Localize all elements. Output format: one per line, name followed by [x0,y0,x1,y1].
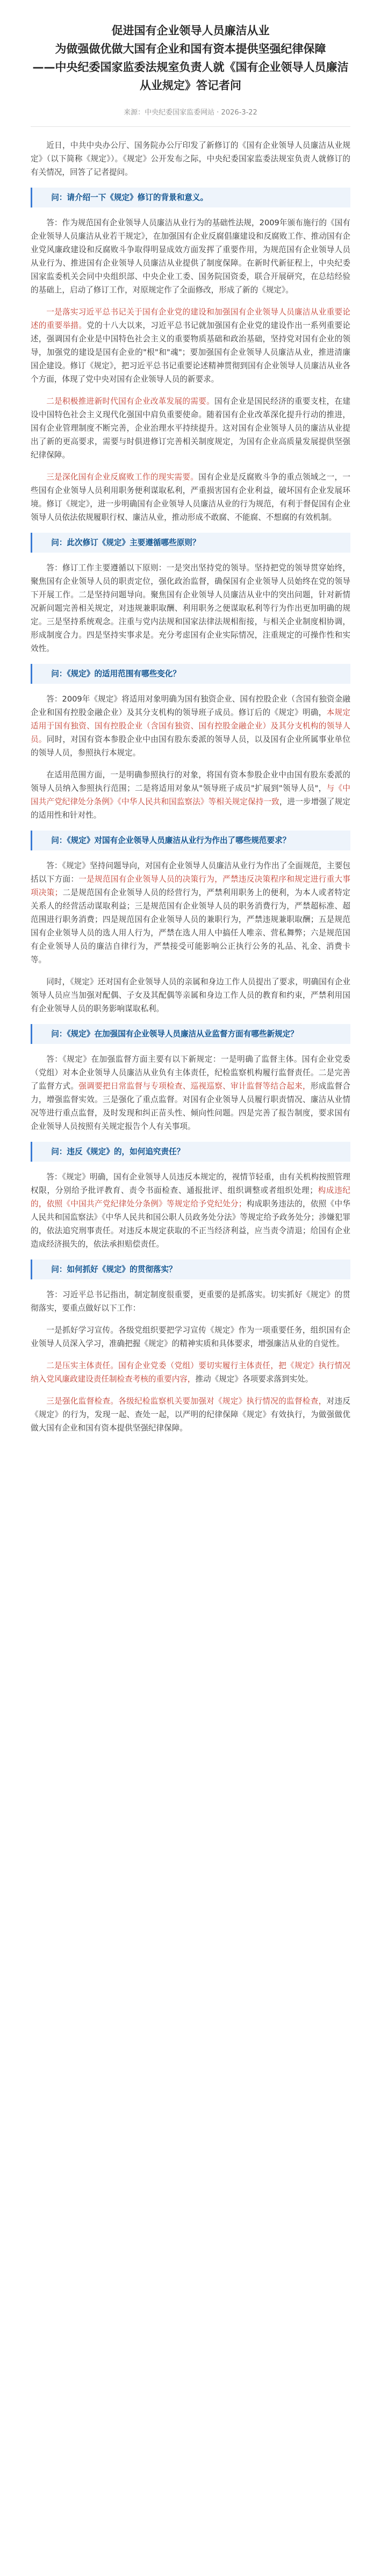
answer-text: 答：习近平总书记指出，制定制度很重要，更重要的是抓落实。切实抓好《规定》的贯彻落实，要重点做好以下工作： [31,1290,350,1313]
answer-text: 答：修订工作主要遵循以下原则：一是突出坚持党的领导。坚持把党的领导贯穿始终，聚焦国有企业领导人员的职责定位，强化政治监督，确保国有企业领导人员始终在党的领导下开展工作。二是坚持问题导向。聚焦国有企业领导人员廉洁从业中的突出问题，针对新情况新问题完善相关规定，对违规兼职取酬、利用职务之便谋取私利等行为作出更加明确的规定。三是坚持系统观念。注重与党内法规和国家法律法规相衔接，与相关企业制度相协调，形成制度合力。四是坚持实事求是。充分考虑国有企业实际情况，注重规定的可操作性和实效性。 [31,563,350,653]
answer-text: 一是抓好学习宣传。各级党组织要把学习宣传《规定》作为一项重要任务，组织国有企业领导人员深入学习，准确把握《规定》的精神实质和具体要求，增强廉洁从业的自觉性。 [31,1326,350,1348]
answer-paragraph [31,1053,350,1133]
question-heading: 问：《规定》对国有企业领导人员廉洁从业行为作出了哪些规范要求？ [31,831,350,850]
answer-paragraph [31,395,350,462]
question-heading: 问：此次修订《规定》主要遵循哪些原则？ [31,533,350,553]
answer-text: 答：作为规范国有企业领导人员廉洁从业行为的基础性法规，2009年颁布施行的《国有企业领导人员廉洁从业若干规定》，在加强国有企业反腐倡廉建设和反腐败工作、推动国有企业党风廉政建设和反腐败斗争取得明显成效方面发挥了重要作用，为规范国有企业领导人员从业行为、推进国有企业领导人员廉洁从业提供了制度保障。在新时代新征程上，中央纪委国家监委机关会同中央组织部、中央企业工委、国务院国资委，联合开展研究，在总结经验的基础上，启动了修订工作，对原规定作了全面修改，形成了新的《规定》。 [31,218,350,295]
answer-paragraph [31,1394,350,1435]
answer-paragraph [31,768,350,822]
answer-text: 同时，对国有资本参股企业中由国有股东委派的领导人员，以及国有企业所属事业单位的领导人员，参照执行本规定。 [31,735,350,757]
answer-text: 在适用范围方面，一是明确参照执行的对象，将国有资本参股企业中由国有股东委派的领导人员纳入参照执行范围；二是将适用对象从"领导班子成员"扩展到"领导人员"， [31,770,350,793]
title-line-3: ——中央纪委国家监委法规室负责人就《国有企业领导人员廉洁从业规定》答记者问 [32,61,349,92]
title-line-1: 促进国有企业领导人员廉洁从业 [111,24,270,37]
answer-text: 答：《规定》在加强监督方面主要有以下新规定：一是明确了监督主体。国有企业党委（党组）对本企业领导人员廉洁从业负有主体责任，纪检监察机构履行监督责任。二是完善了监督方式。 [31,1055,350,1091]
answer-paragraph [31,1288,350,1315]
question-heading: 问：违反《规定》的，如何追究责任？ [31,1142,350,1162]
answer-text: 构成职务违法的，依照《中华人民共和国监察法》《中华人民共和国公职人员政务处分法》等规定给予政务处分；涉嫌犯罪的，依法追究刑事责任。对违反本规定获取的不正当经济利益，应当责令清退；给国有企业造成经济损失的，依法承担赔偿责任。 [31,1199,350,1249]
highlighted-text: 一是落实习近平总书记关于国有企业党的建设和加强国有企业领导人员廉洁从业重要论述的重要举措。 [31,307,350,330]
answer-text: 国有企业是反腐败斗争的重点领域之一，一些国有企业领导人员利用职务便利谋取私利，严重损害国有企业利益，破坏国有企业发展环境。修订《规定》，进一步明确国有企业领导人员廉洁从业的行为规范，有利于督促国有企业领导人员依法依规履职行权、廉洁从业，推动形成不敢腐、不能腐、不想腐的有效机制。 [31,473,350,522]
highlighted-text: 本规定适用于国有独资、国有控股企业（含国有独资、国有控股金融企业）及其分支机构的领导人员。 [31,708,350,744]
answer-text: 形成监督合力，增强监督实效。三是强化了重点监督。对国有企业领导人员履行职责情况、廉洁从业情况等进行重点监督，及时发现和纠正苗头性、倾向性问题。四是完善了报告制度，要求国有企业领导人员按照有关规定报告个人有关事项。 [31,1082,350,1131]
answer-text: 对违反《规定》的行为，发现一起、查处一起，以严明的纪律保障《规定》有效执行，为做强做优做大国有企业和国有资本提供坚强纪律保障。 [31,1397,350,1433]
question-heading: 问：如何抓好《规定》的贯彻落实？ [31,1260,350,1279]
answer-paragraph [31,859,350,967]
highlighted-text: 构成违纪的，依照《中国共产党纪律处分条例》等规定给予党纪处分； [31,1186,350,1208]
answer-paragraph [31,692,350,760]
answer-text: 答：《规定》坚持问题导向，对国有企业领导人员廉洁从业行为作出了全面规范，主要包括以下方面： [31,861,350,884]
article-title [31,22,350,95]
answer-paragraph [31,216,350,297]
answer-text: 党的十八大以来，习近平总书记就加强国有企业党的建设作出一系列重要论述，强调国有企业是中国特色社会主义的重要物质基础和政治基础，坚持党对国有企业的领导，加强党的建设是国有企业的"根"和"魂"；要加强国有企业领导人员廉洁从业，推进清廉国企建设。修订《规定》，把习近平总书记重要论述精神贯彻到国有企业领导人员廉洁从业各个方面，体现了党中央对国有企业领导人员的新要求。 [31,321,350,384]
highlighted-text: 强调要把日常监督与专项检查、巡视巡察、审计监督等结合起来， [78,1082,311,1091]
question-heading: 问：《规定》在加强国有企业领导人员廉洁从业监督方面有哪些新规定？ [31,1024,350,1044]
answer-paragraph [31,305,350,386]
answer-paragraph [31,470,350,524]
answer-text: 推动《规定》各项要求落到实处。 [195,1375,313,1384]
title-line-2: 为做强做优做大国有企业和国有资本提供坚强纪律保障 [55,42,326,55]
highlighted-text: 二是压实主体责任。国有企业党委（党组）要切实履行主体责任，把《规定》执行情况纳入党风廉政建设责任制检查考核的重要内容， [31,1361,350,1384]
question-heading: 问：请介绍一下《规定》修订的背景和意义。 [31,188,350,207]
answer-text: ，进一步增强了规定的适用性和针对性。 [31,797,350,820]
answer-paragraph [31,561,350,655]
highlighted-text: 二是积极推进新时代国有企业改革发展的需要。 [46,397,215,406]
answer-paragraph [31,975,350,1015]
highlighted-text: 一是规范国有企业领导人员的决策行为，严禁违反决策程序和规定进行重大事项决策； [31,875,350,897]
answer-text: 答：《规定》明确，国有企业领导人员违反本规定的，视情节轻重，由有关机构按照管理权限，分别给予批评教育、责令书面检查、通报批评、组织调整或者组织处理； [31,1172,350,1195]
answer-paragraph [31,1323,350,1350]
qa-list [31,188,350,1435]
answer-text: 二是规范国有企业领导人员的经营行为，严禁利用职务上的便利，为本人或者特定关系人的经营活动谋取利益；三是规范国有企业领导人员的职务消费行为，严禁超标准、超范围进行职务消费；四是规范国有企业领导人员的兼职行为，严禁违规兼职取酬；五是规范国有企业领导人员的选人用人行为，严禁在选人用人中搞任人唯亲、营私舞弊；六是规范国有企业领导人员的廉洁自律行为，严禁接受可能影响公正执行公务的礼品、礼金、消费卡等。 [31,888,350,964]
answer-text: 国有企业是国民经济的重要支柱，在建设中国特色社会主义现代化强国中肩负重要使命。随着国有企业改革深化提升行动的推进，国有企业管理制度不断完善，企业治理水平持续提升。这对国有企业领导人员的廉洁从业提出了新的更高要求，需要与时俱进修订完善相关制度规定，为国有企业高质量发展提供坚强纪律保障。 [31,397,350,460]
intro-paragraph: 近日，中共中央办公厅、国务院办公厅印发了新修订的《国有企业领导人员廉洁从业规定》（以下简称《规定》）。《规定》公开发布之际，中央纪委国家监委法规室负责人就修订的有关情况，回答了记者提问。 [31,141,350,177]
answer-paragraph [31,1170,350,1251]
highlighted-text: 三是深化国有企业反腐败工作的现实需要。 [46,473,199,482]
answer-text: 答：2009年《规定》将适用对象明确为国有独资企业、国有控股企业（含国有独资金融企业和国有控股金融企业）及其分支机构的领导班子成员。修订后的《规定》明确， [31,695,350,717]
answer-text: 同时，《规定》还对国有企业领导人员的亲属和身边工作人员提出了要求，明确国有企业领导人员应当加强对配偶、子女及其配偶等亲属和身边工作人员的教育和约束，严禁利用国有企业领导人员的职务影响谋取私利。 [31,977,350,1013]
question-heading: 问：《规定》的适用范围有哪些变化？ [31,664,350,684]
highlighted-text: 三是强化监督检查。各级纪检监察机关要加强对《规定》执行情况的监督检查， [46,1397,327,1406]
answer-paragraph [31,1359,350,1386]
divider [31,126,350,127]
highlighted-text: 与《中国共产党纪律处分条例》《中华人民共和国监察法》等相关规定保持一致 [31,784,350,806]
article-meta: 来源：中央纪委国家监委网站 · 2026-3-22 [124,109,257,117]
